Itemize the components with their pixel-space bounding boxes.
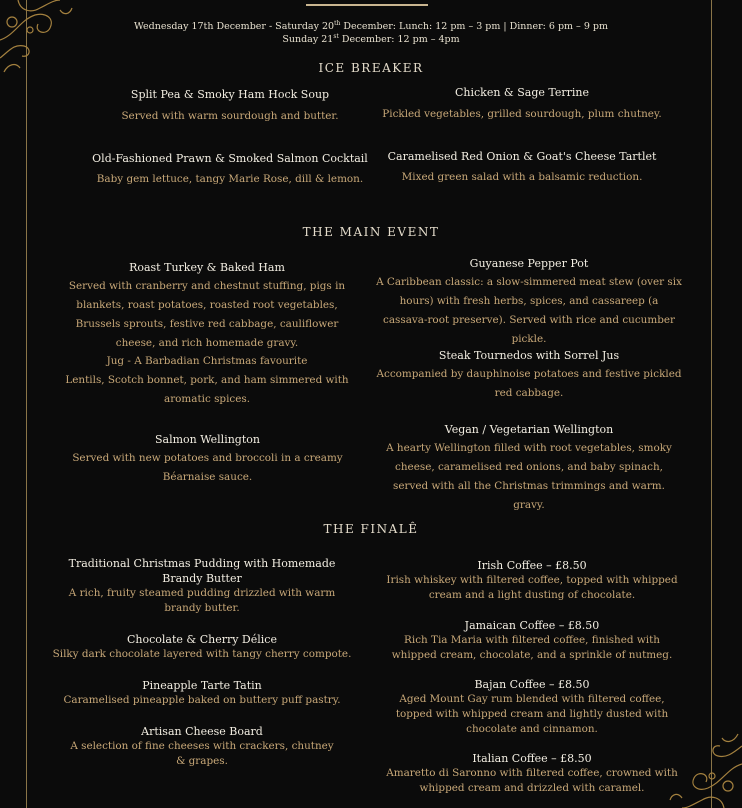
dish-description: Baby gem lettuce, tangy Marie Rose, dill & lemon. [96, 173, 364, 185]
dish-description: Caramelised pineapple baked on buttery puff pastry. [63, 694, 341, 706]
drink-bajan-coffee [383, 677, 681, 737]
dish-name: Guyanese Pepper Pot [469, 257, 589, 270]
dish-name: Salmon Wellington [155, 433, 260, 446]
dish-prawn-cocktail [52, 151, 408, 189]
drink-name: Italian Coffee – £8.50 [472, 752, 592, 765]
dish-name: Split Pea & Smoky Ham Hock Soup [130, 88, 330, 101]
section-title-ice-breaker: ICE BREAKER [318, 61, 424, 75]
drink-description: Irish whiskey with filtered coffee, topped with whipped cream and a light dusting of chocolate. [386, 574, 678, 601]
dish-name: Roast Turkey & Baked Ham [129, 261, 285, 274]
drink-name: Bajan Coffee – £8.50 [474, 678, 590, 691]
dish-name-jug: Jug - A Barbadian Christmas favourite [106, 355, 308, 367]
dish-description: Silky dark chocolate layered with tangy cherry compote. [52, 648, 352, 660]
dish-pepper-pot [376, 255, 682, 349]
dish-description: A selection of fine cheeses with crackers, chutney & grapes. [70, 740, 334, 767]
section-title-main-event: THE MAIN EVENT [302, 225, 440, 239]
dish-name: Steak Tournedos with Sorrel Jus [438, 349, 620, 362]
drink-description: Aged Mount Gay rum blended with filtered coffee, topped with whipped cream and lightly dusted with chocolate and cinnamon. [395, 693, 669, 735]
dish-description: Mixed green salad with a balsamic reduction. [401, 171, 643, 183]
frame-line-right [711, 0, 712, 808]
dish-name: Chocolate & Cherry Délice [127, 633, 277, 646]
dish-cheese-board [66, 724, 338, 769]
dish-salmon-wellington [70, 431, 345, 487]
dish-steak-tournedos [376, 347, 682, 403]
section-title-finale: THE FINALÊ [323, 522, 419, 536]
dish-onion-tartlet [362, 149, 682, 187]
dish-name: Old-Fashioned Prawn & Smoked Salmon Cocktail [92, 152, 368, 165]
dish-description: Lentils, Scotch bonnet, pork, and ham simmered with aromatic spices. [65, 374, 349, 405]
drink-italian-coffee [383, 751, 681, 796]
dish-name: Vegan / Vegetarian Wellington [444, 423, 614, 436]
dish-name: Artisan Cheese Board [141, 725, 263, 738]
dish-description: Pickled vegetables, grilled sourdough, plum chutney. [382, 108, 662, 120]
dish-description: A hearty Wellington filled with root vegetables, smoky cheese, caramelised red onions, and baby spinach, served with all the Christmas trimmings and warm. gravy. [386, 442, 672, 511]
frame-line-left [26, 0, 27, 808]
dish-description: Served with cranberry and chestnut stuffing, pigs in blankets, roast potatoes, roasted root vegetables, Brussels sprouts, festive red cabbage, cauliflower cheese, and rich homemade gravy. [68, 280, 346, 349]
dish-split-pea-soup [70, 87, 390, 126]
dish-description: A rich, fruity steamed pudding drizzled with warm brandy butter. [68, 587, 336, 614]
dish-name: Traditional Christmas Pudding with Homemade Brandy Butter [68, 557, 336, 585]
drink-name: Irish Coffee – £8.50 [477, 559, 587, 572]
dish-description: Accompanied by dauphinoise potatoes and festive pickled red cabbage. [376, 368, 682, 399]
dish-name: Chicken & Sage Terrine [455, 86, 589, 99]
dish-name: Pineapple Tarte Tatin [142, 679, 262, 692]
drink-jamaican-coffee [383, 618, 681, 663]
dish-description: Served with warm sourdough and butter. [121, 110, 339, 122]
drink-irish-coffee [377, 558, 687, 603]
dish-description: A Caribbean classic: a slow-simmered meat stew (over six hours) with fresh herbs, spices, and cassareep (a cassava-root preserve). Served with rice and cucumber pickle. [376, 276, 682, 345]
drink-description: Amaretto di Saronno with filtered coffee, crowned with whipped cream and drizzled with caramel. [386, 767, 678, 794]
dish-roast-turkey [62, 259, 352, 409]
drink-name: Jamaican Coffee – £8.50 [464, 619, 600, 632]
service-dates-line-2: Sunday 21st December: 12 pm – 4pm [282, 33, 460, 46]
dish-tarte-tatin [52, 678, 352, 708]
top-rule [306, 4, 428, 6]
dish-chocolate-delice [52, 632, 352, 662]
dish-chicken-terrine [362, 85, 682, 124]
dish-christmas-pudding [55, 556, 349, 616]
dish-name: Caramelised Red Onion & Goat's Cheese Tartlet [387, 150, 657, 163]
dish-description: Served with new potatoes and broccoli in a creamy Béarnaise sauce. [72, 452, 343, 483]
dish-vegan-wellington [376, 421, 682, 515]
service-dates-line-1: Wednesday 17th December - Saturday 20th December: Lunch: 12 pm – 3 pm | Dinner: 6 pm – 9 pm [134, 20, 608, 33]
drink-description: Rich Tia Maria with filtered coffee, finished with whipped cream, chocolate, and a sprinkle of nutmeg. [391, 634, 673, 661]
